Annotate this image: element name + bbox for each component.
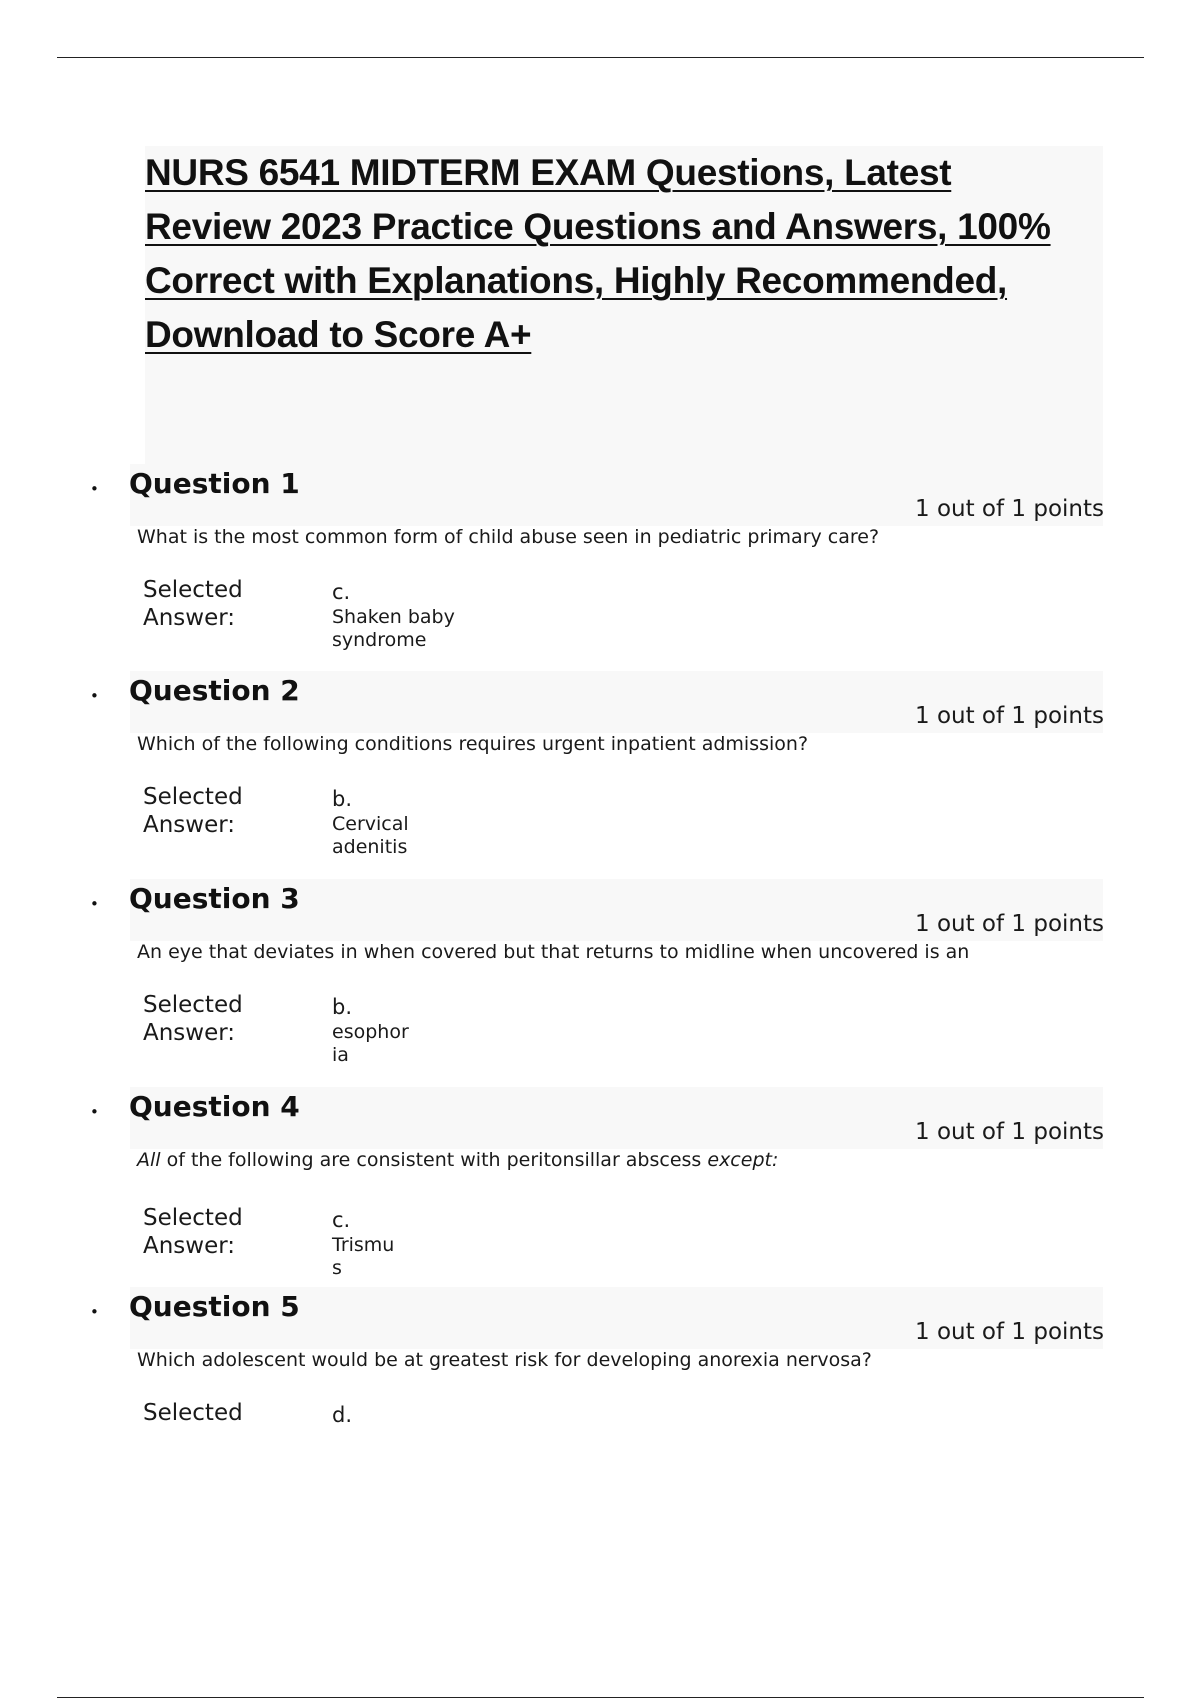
top-rule xyxy=(57,57,1144,58)
question-points: 1 out of 1 points xyxy=(915,1319,1104,1345)
question-text: Which of the following conditions requires urgent inpatient admission? xyxy=(137,733,809,755)
answer-line: Cervical xyxy=(332,813,409,835)
title-line: Correct with Explanations, Highly Recommended, xyxy=(145,260,1008,301)
bullet-icon: • xyxy=(90,1103,99,1121)
selected-label-line: Selected xyxy=(143,1400,243,1426)
title-line: Review 2023 Practice Questions and Answers, 100% xyxy=(145,206,1051,247)
answer-line: adenitis xyxy=(332,836,408,858)
selected-label-line: Answer: xyxy=(143,812,236,838)
bullet-icon: • xyxy=(90,895,99,913)
answer-line: ia xyxy=(332,1044,349,1066)
selected-label-line: Selected xyxy=(143,577,243,603)
question-points: 1 out of 1 points xyxy=(915,1119,1104,1145)
question-text-italic: except: xyxy=(707,1149,779,1171)
selected-answer-label xyxy=(143,1204,283,1260)
question-points: 1 out of 1 points xyxy=(915,703,1104,729)
question-text: What is the most common form of child abuse seen in pediatric primary care? xyxy=(137,526,880,548)
answer-line: syndrome xyxy=(332,629,427,651)
question-title: Question 5 xyxy=(129,1290,300,1323)
question-title: Question 3 xyxy=(129,882,300,915)
answer-letter: b. xyxy=(332,787,353,811)
question-text-middle: of the following are consistent with peritonsillar abscess xyxy=(160,1149,708,1171)
answer-letter: d. xyxy=(332,1403,353,1427)
question-text: An eye that deviates in when covered but that returns to midline when uncovered is an xyxy=(137,941,970,963)
selected-answer-label xyxy=(143,991,283,1047)
question-text xyxy=(137,1147,778,1173)
selected-label-line: Answer: xyxy=(143,605,236,631)
question-title: Question 4 xyxy=(129,1090,300,1123)
selected-label-line: Selected xyxy=(143,1205,243,1231)
selected-label-line: Answer: xyxy=(143,1233,236,1259)
question-text-italic: All xyxy=(137,1149,161,1171)
question-title: Question 1 xyxy=(129,467,300,500)
question-text: Which adolescent would be at greatest risk for developing anorexia nervosa? xyxy=(137,1349,872,1371)
bullet-icon: • xyxy=(90,1303,99,1321)
answer-line: Shaken baby xyxy=(332,606,455,628)
document-title xyxy=(145,146,1103,362)
answer-text xyxy=(332,1021,409,1067)
question-points: 1 out of 1 points xyxy=(915,496,1104,522)
answer-letter: c. xyxy=(332,1208,351,1232)
bullet-icon: • xyxy=(90,480,99,498)
title-line: NURS 6541 MIDTERM EXAM Questions, Latest xyxy=(145,152,952,193)
selected-answer-label xyxy=(143,576,283,632)
title-line: Download to Score A+ xyxy=(145,314,532,355)
answer-line: Trismu xyxy=(332,1234,395,1256)
selected-label-line: Selected xyxy=(143,992,243,1018)
answer-text xyxy=(332,813,409,859)
question-points: 1 out of 1 points xyxy=(915,911,1104,937)
selected-answer-label xyxy=(143,1399,283,1427)
title-block xyxy=(145,146,1103,496)
answer-text xyxy=(332,1234,394,1280)
bottom-rule xyxy=(57,1697,1144,1698)
answer-line: esophor xyxy=(332,1021,409,1043)
selected-label-line: Selected xyxy=(143,784,243,810)
answer-letter: c. xyxy=(332,580,351,604)
answer-letter: b. xyxy=(332,995,353,1019)
answer-text xyxy=(332,606,455,652)
question-title: Question 2 xyxy=(129,674,300,707)
bullet-icon: • xyxy=(90,687,99,705)
answer-line: s xyxy=(332,1257,342,1279)
selected-answer-label xyxy=(143,783,283,839)
selected-label-line: Answer: xyxy=(143,1020,236,1046)
